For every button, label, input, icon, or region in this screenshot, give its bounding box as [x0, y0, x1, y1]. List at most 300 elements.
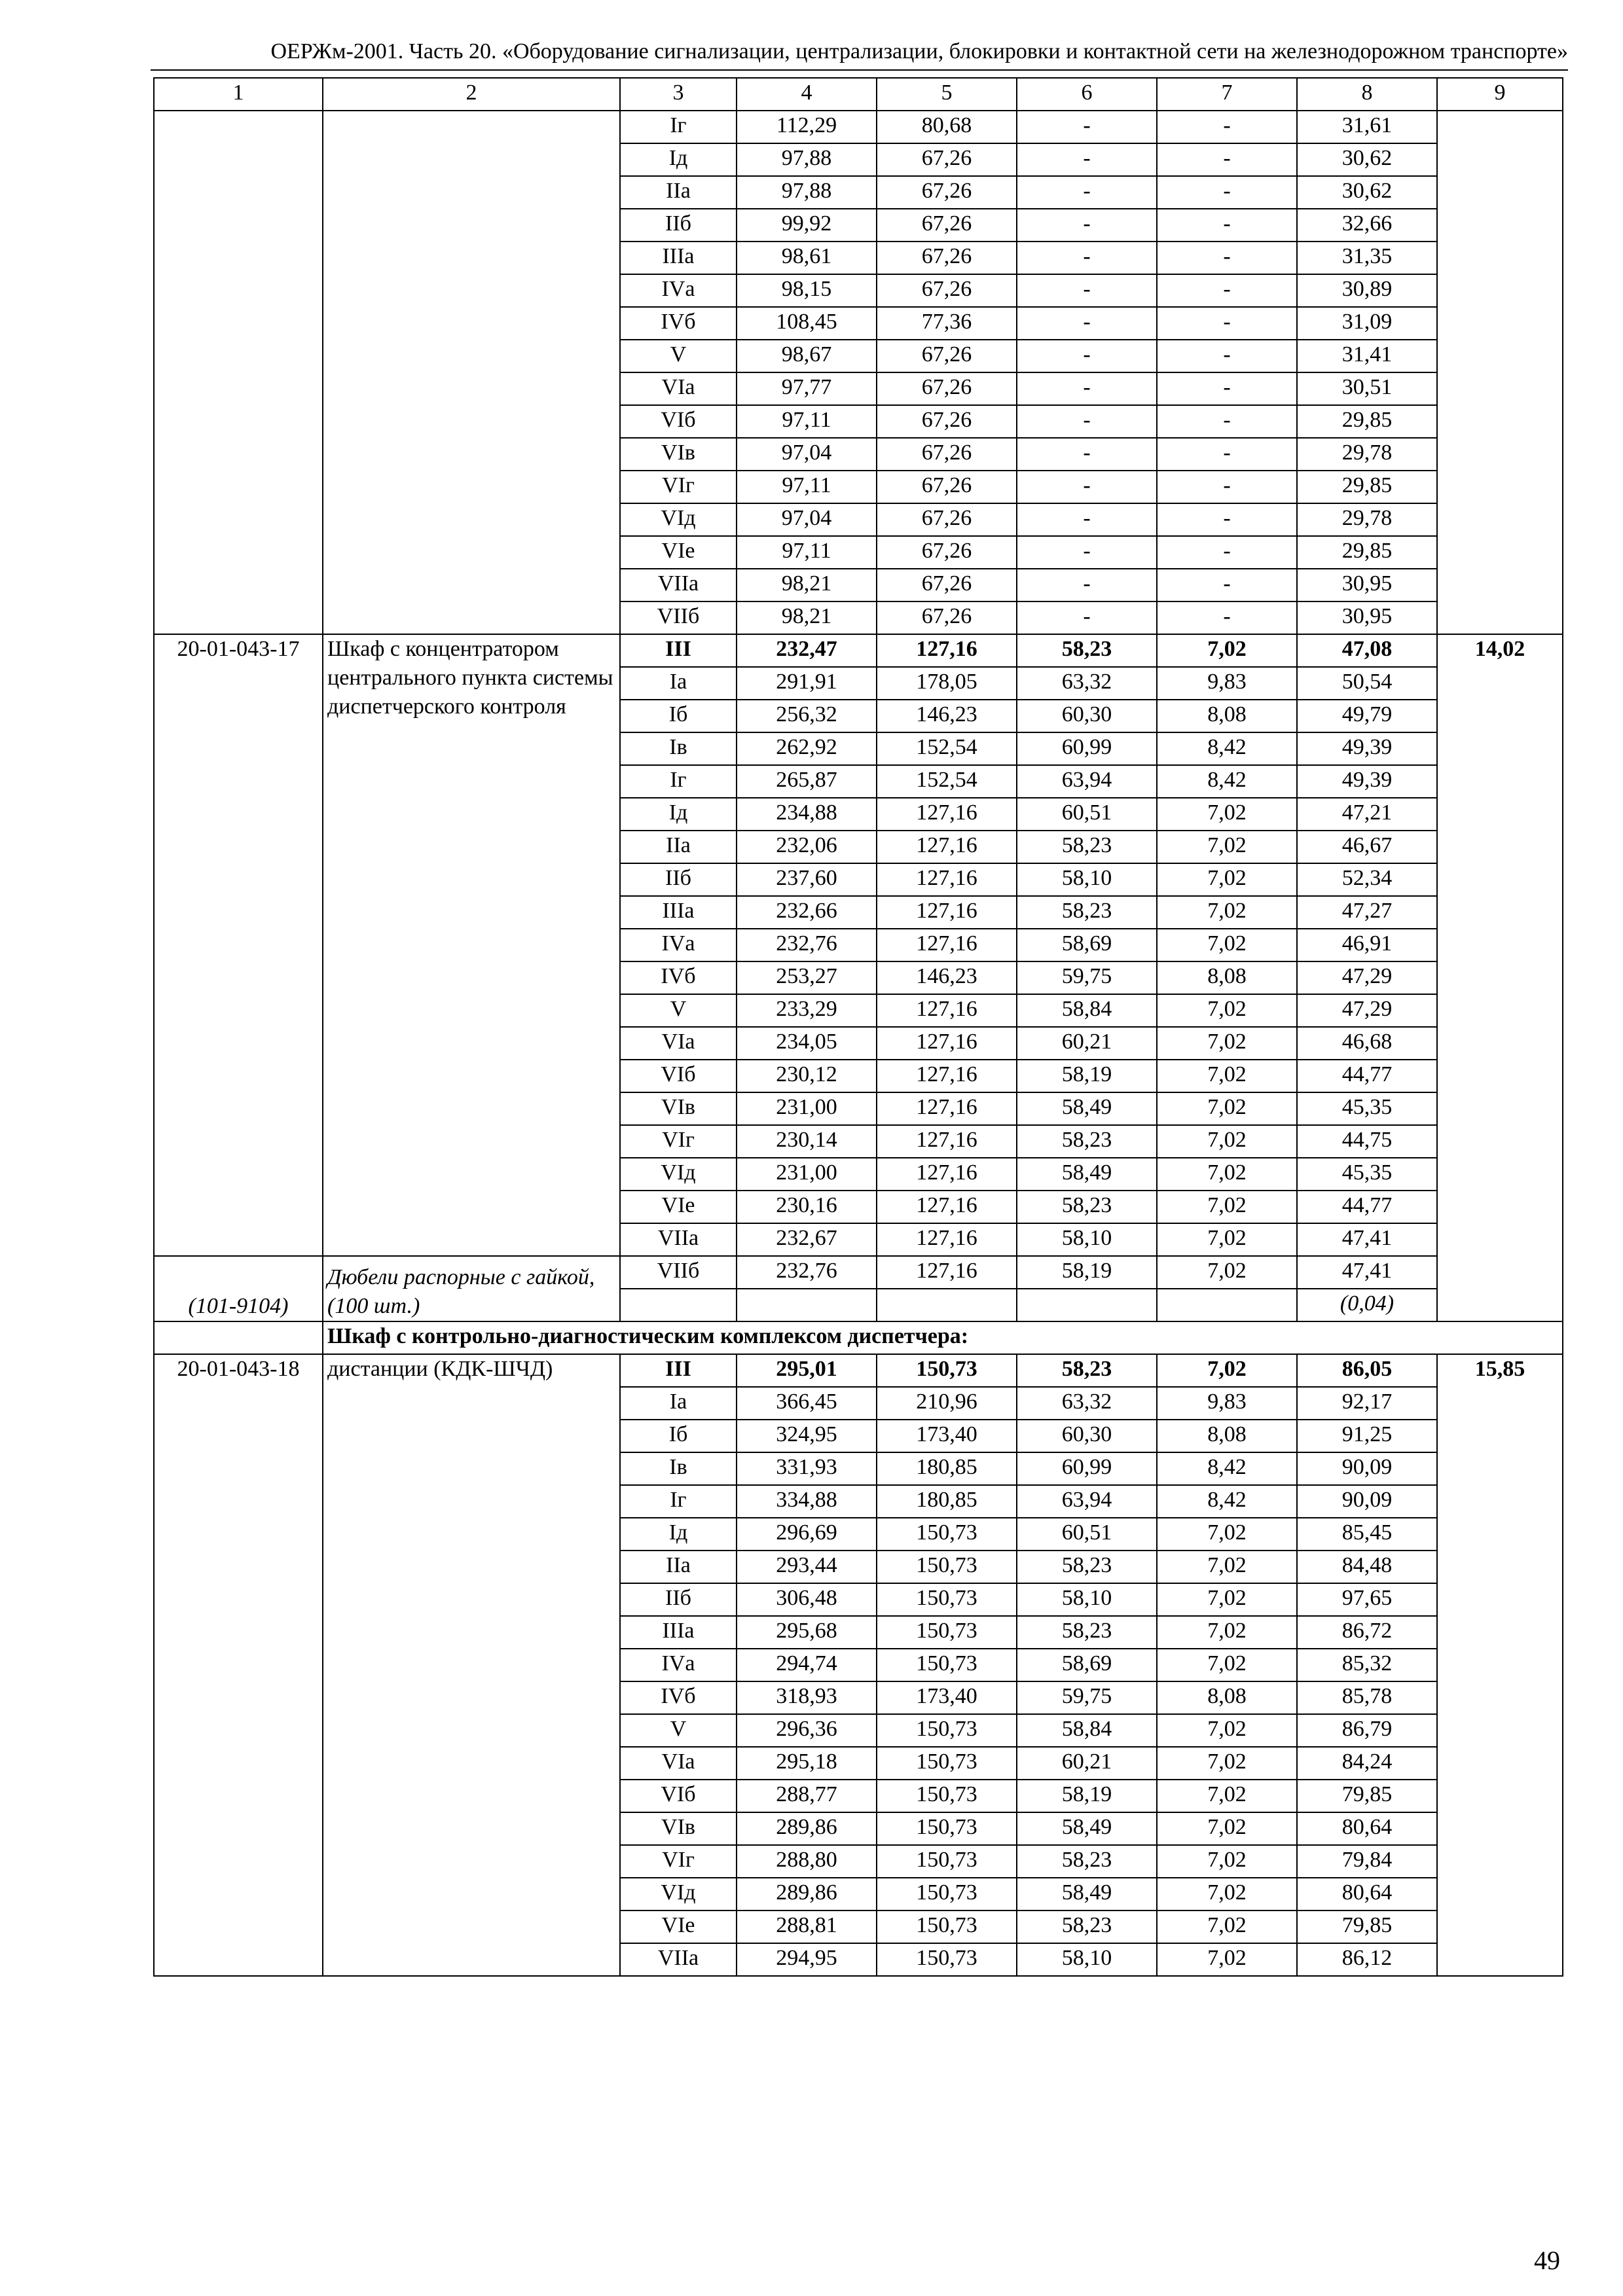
zone-cell: IVб [620, 961, 737, 994]
machinist-wage-cell: 7,02 [1157, 831, 1297, 863]
wage-cell: 150,73 [877, 1845, 1017, 1878]
zone-cell: VIе [620, 536, 737, 569]
zone-cell: Iг [620, 1485, 737, 1518]
machine-cost-cell: 58,84 [1017, 994, 1157, 1027]
footnote-value: (0,04) [1297, 1289, 1437, 1321]
zone-cell: VIг [620, 1845, 737, 1878]
machine-cost-cell: 63,94 [1017, 765, 1157, 798]
machinist-wage-cell: 7,02 [1157, 929, 1297, 961]
zone-cell: VIIб [620, 1256, 737, 1289]
machinist-wage-cell: 7,02 [1157, 1092, 1297, 1125]
labor-cost-cell: 15,85 [1437, 1354, 1563, 1976]
machinist-wage-cell: 9,83 [1157, 667, 1297, 700]
machinist-wage-cell: - [1157, 405, 1297, 438]
wage-cell: 67,26 [877, 340, 1017, 372]
zone-cell: VIIа [620, 1943, 737, 1976]
wage-cell: 150,73 [877, 1943, 1017, 1976]
zone-cell: VIб [620, 1780, 737, 1812]
zone-cell: Iв [620, 1452, 737, 1485]
total-cost-cell: 97,11 [737, 405, 877, 438]
wage-cell: 67,26 [877, 242, 1017, 274]
machine-cost-cell: 58,69 [1017, 929, 1157, 961]
total-cost-cell: 98,21 [737, 569, 877, 601]
material-cost-cell: 45,35 [1297, 1158, 1437, 1191]
material-cost-cell: 91,25 [1297, 1420, 1437, 1452]
machinist-wage-cell: - [1157, 209, 1297, 242]
machine-cost-cell: 58,49 [1017, 1158, 1157, 1191]
total-cost-cell: 291,91 [737, 667, 877, 700]
page-header: ОЕРЖм-2001. Часть 20. «Оборудование сигнализации, централизации, блокировки и контактной сети на железнодорожном транспорте» [151, 37, 1568, 71]
machine-cost-cell: 58,49 [1017, 1878, 1157, 1910]
wage-cell: 150,73 [877, 1518, 1017, 1551]
total-cost-cell: 232,76 [737, 929, 877, 961]
material-cost-cell: 30,62 [1297, 143, 1437, 176]
machinist-wage-cell: 9,83 [1157, 1387, 1297, 1420]
machinist-wage-cell: - [1157, 143, 1297, 176]
machinist-wage-cell: 7,02 [1157, 1780, 1297, 1812]
total-cost-cell: 306,48 [737, 1583, 877, 1616]
wage-cell: 127,16 [877, 1027, 1017, 1060]
machine-cost-cell: 58,49 [1017, 1812, 1157, 1845]
total-cost-cell: 334,88 [737, 1485, 877, 1518]
wage-cell: 67,26 [877, 274, 1017, 307]
material-cost-cell: 49,79 [1297, 700, 1437, 732]
machine-cost-cell: 60,30 [1017, 1420, 1157, 1452]
wage-cell: 67,26 [877, 569, 1017, 601]
zone-cell: IIб [620, 1583, 737, 1616]
zone-cell: VIIа [620, 1223, 737, 1256]
total-cost-cell: 232,76 [737, 1256, 877, 1289]
wage-cell: 150,73 [877, 1616, 1017, 1649]
zone-cell: VIг [620, 471, 737, 503]
total-cost-cell: 98,67 [737, 340, 877, 372]
wage-cell: 127,16 [877, 994, 1017, 1027]
machine-cost-cell: 60,21 [1017, 1027, 1157, 1060]
machine-cost-cell: 60,30 [1017, 700, 1157, 732]
machinist-wage-cell: 7,02 [1157, 1223, 1297, 1256]
total-cost-cell: 237,60 [737, 863, 877, 896]
machine-cost-cell: - [1017, 111, 1157, 143]
col-number: 9 [1437, 78, 1563, 111]
material-cost-cell: 44,77 [1297, 1060, 1437, 1092]
machine-cost-cell: 58,23 [1017, 1551, 1157, 1583]
total-cost-cell: 262,92 [737, 732, 877, 765]
total-cost-cell: 296,36 [737, 1714, 877, 1747]
machinist-wage-cell: 7,02 [1157, 1910, 1297, 1943]
machine-cost-cell: 58,69 [1017, 1649, 1157, 1681]
wage-cell: 127,16 [877, 1256, 1017, 1289]
machine-cost-cell: - [1017, 340, 1157, 372]
machine-cost-cell: - [1017, 274, 1157, 307]
total-cost-cell: 289,86 [737, 1878, 877, 1910]
zone-cell: VIе [620, 1191, 737, 1223]
wage-cell: 127,16 [877, 929, 1017, 961]
zone-cell: Iа [620, 667, 737, 700]
zone-cell: IVа [620, 929, 737, 961]
machinist-wage-cell: 7,02 [1157, 1191, 1297, 1223]
total-cost-cell: 98,15 [737, 274, 877, 307]
zone-cell: IIб [620, 863, 737, 896]
wage-cell: 67,26 [877, 209, 1017, 242]
zone-cell: Iд [620, 798, 737, 831]
material-cost-cell: 32,66 [1297, 209, 1437, 242]
machinist-wage-cell: 7,02 [1157, 1878, 1297, 1910]
material-cost-cell: 29,85 [1297, 405, 1437, 438]
machine-cost-cell: 58,23 [1017, 831, 1157, 863]
total-cost-cell: 112,29 [737, 111, 877, 143]
machine-cost-cell: - [1017, 438, 1157, 471]
machine-cost-cell: 58,23 [1017, 1125, 1157, 1158]
col-number: 6 [1017, 78, 1157, 111]
empty-cell [1017, 1289, 1157, 1321]
machine-cost-cell: 58,49 [1017, 1092, 1157, 1125]
material-cost-cell: 31,61 [1297, 111, 1437, 143]
material-cost-cell: 47,29 [1297, 961, 1437, 994]
machinist-wage-cell: 7,02 [1157, 1256, 1297, 1289]
material-cost-cell: 31,41 [1297, 340, 1437, 372]
material-cost-cell: 30,51 [1297, 372, 1437, 405]
machinist-wage-cell: 7,02 [1157, 1551, 1297, 1583]
labor-cost-empty [1437, 111, 1563, 634]
material-cost-cell: 44,77 [1297, 1191, 1437, 1223]
material-cost-cell: 29,78 [1297, 503, 1437, 536]
machine-cost-cell: 58,23 [1017, 634, 1157, 667]
machinist-wage-cell: 7,02 [1157, 994, 1297, 1027]
machine-cost-cell: - [1017, 601, 1157, 634]
machine-cost-cell: 58,23 [1017, 1354, 1157, 1387]
total-cost-cell: 295,68 [737, 1616, 877, 1649]
zone-cell: III [620, 634, 737, 667]
table-body [154, 111, 1563, 1976]
zone-cell: IIа [620, 831, 737, 863]
wage-cell: 150,73 [877, 1878, 1017, 1910]
total-cost-cell: 97,11 [737, 536, 877, 569]
material-cost-cell: 84,24 [1297, 1747, 1437, 1780]
material-cost-cell: 49,39 [1297, 732, 1437, 765]
wage-cell: 67,26 [877, 601, 1017, 634]
material-cost-cell: 86,79 [1297, 1714, 1437, 1747]
wage-cell: 127,16 [877, 798, 1017, 831]
wage-cell: 150,73 [877, 1354, 1017, 1387]
wage-cell: 150,73 [877, 1649, 1017, 1681]
section-empty-cell [154, 1321, 323, 1354]
wage-cell: 67,26 [877, 143, 1017, 176]
machine-cost-cell: 58,10 [1017, 863, 1157, 896]
zone-cell: VIв [620, 438, 737, 471]
col-number: 8 [1297, 78, 1437, 111]
total-cost-cell: 230,14 [737, 1125, 877, 1158]
zone-cell: IVб [620, 307, 737, 340]
footnote-name: Дюбели распорные с гайкой, (100 шт.) [323, 1256, 620, 1321]
machinist-wage-cell: - [1157, 274, 1297, 307]
machine-cost-cell: - [1017, 405, 1157, 438]
material-cost-cell: 84,48 [1297, 1551, 1437, 1583]
wage-cell: 67,26 [877, 438, 1017, 471]
wage-cell: 152,54 [877, 765, 1017, 798]
material-cost-cell: 47,41 [1297, 1256, 1437, 1289]
material-cost-cell: 79,85 [1297, 1780, 1437, 1812]
zone-cell: VIд [620, 503, 737, 536]
machinist-wage-cell: 8,42 [1157, 1485, 1297, 1518]
material-cost-cell: 52,34 [1297, 863, 1437, 896]
total-cost-cell: 230,12 [737, 1060, 877, 1092]
rates-table [153, 77, 1563, 1977]
machine-cost-cell: 63,32 [1017, 1387, 1157, 1420]
machine-cost-cell: 60,99 [1017, 1452, 1157, 1485]
machinist-wage-cell: 7,02 [1157, 1943, 1297, 1976]
machine-cost-cell: 58,23 [1017, 1616, 1157, 1649]
total-cost-cell: 288,81 [737, 1910, 877, 1943]
material-cost-cell: 46,67 [1297, 831, 1437, 863]
material-cost-cell: 47,29 [1297, 994, 1437, 1027]
total-cost-cell: 294,74 [737, 1649, 877, 1681]
machinist-wage-cell: 7,02 [1157, 1583, 1297, 1616]
material-cost-cell: 50,54 [1297, 667, 1437, 700]
wage-cell: 127,16 [877, 634, 1017, 667]
wage-cell: 180,85 [877, 1452, 1017, 1485]
total-cost-cell: 288,80 [737, 1845, 877, 1878]
material-cost-cell: 49,39 [1297, 765, 1437, 798]
machinist-wage-cell: - [1157, 471, 1297, 503]
machine-cost-cell: 58,19 [1017, 1256, 1157, 1289]
material-cost-cell: 30,95 [1297, 601, 1437, 634]
machine-cost-cell: 59,75 [1017, 1681, 1157, 1714]
wage-cell: 127,16 [877, 1092, 1017, 1125]
wage-cell: 80,68 [877, 111, 1017, 143]
machine-cost-cell: 60,51 [1017, 798, 1157, 831]
machinist-wage-cell: - [1157, 242, 1297, 274]
machinist-wage-cell: 7,02 [1157, 863, 1297, 896]
total-cost-cell: 232,67 [737, 1223, 877, 1256]
machine-cost-cell: - [1017, 176, 1157, 209]
wage-cell: 67,26 [877, 405, 1017, 438]
table-row [154, 1354, 1563, 1387]
wage-cell: 150,73 [877, 1780, 1017, 1812]
machinist-wage-cell: 7,02 [1157, 1714, 1297, 1747]
total-cost-cell: 230,16 [737, 1191, 877, 1223]
machinist-wage-cell: 7,02 [1157, 1060, 1297, 1092]
machine-cost-cell: 58,19 [1017, 1780, 1157, 1812]
machine-cost-cell: 58,19 [1017, 1060, 1157, 1092]
wage-cell: 173,40 [877, 1681, 1017, 1714]
total-cost-cell: 295,18 [737, 1747, 877, 1780]
machinist-wage-cell: 8,08 [1157, 1681, 1297, 1714]
zone-cell: VIIб [620, 601, 737, 634]
zone-cell: VIд [620, 1878, 737, 1910]
machine-cost-cell: - [1017, 471, 1157, 503]
material-cost-cell: 44,75 [1297, 1125, 1437, 1158]
col-number: 2 [323, 78, 620, 111]
machine-cost-cell: - [1017, 536, 1157, 569]
total-cost-cell: 256,32 [737, 700, 877, 732]
zone-cell: VIв [620, 1092, 737, 1125]
total-cost-cell: 97,04 [737, 503, 877, 536]
zone-cell: VIб [620, 1060, 737, 1092]
machinist-wage-cell: - [1157, 601, 1297, 634]
wage-cell: 152,54 [877, 732, 1017, 765]
material-cost-cell: 92,17 [1297, 1387, 1437, 1420]
machine-cost-cell: 58,10 [1017, 1943, 1157, 1976]
material-cost-cell: 80,64 [1297, 1812, 1437, 1845]
machine-cost-cell: 58,23 [1017, 1910, 1157, 1943]
wage-cell: 67,26 [877, 176, 1017, 209]
table-row [154, 634, 1563, 667]
machinist-wage-cell: - [1157, 438, 1297, 471]
col-number: 4 [737, 78, 877, 111]
machinist-wage-cell: 7,02 [1157, 1027, 1297, 1060]
zone-cell: Iв [620, 732, 737, 765]
zone-cell: IIIа [620, 242, 737, 274]
machine-cost-cell: 58,10 [1017, 1583, 1157, 1616]
machine-cost-cell: 60,51 [1017, 1518, 1157, 1551]
machine-cost-cell: - [1017, 503, 1157, 536]
material-cost-cell: 30,95 [1297, 569, 1437, 601]
material-cost-cell: 31,35 [1297, 242, 1437, 274]
material-cost-cell: 47,27 [1297, 896, 1437, 929]
zone-cell: Iг [620, 111, 737, 143]
rate-code: 20-01-043-17 [154, 634, 323, 1256]
material-cost-cell: 47,21 [1297, 798, 1437, 831]
machine-cost-cell: 63,94 [1017, 1485, 1157, 1518]
wage-cell: 150,73 [877, 1910, 1017, 1943]
total-cost-cell: 97,88 [737, 176, 877, 209]
total-cost-cell: 97,04 [737, 438, 877, 471]
material-cost-cell: 47,41 [1297, 1223, 1437, 1256]
wage-cell: 77,36 [877, 307, 1017, 340]
section-title: Шкаф с контрольно-диагностическим комплексом диспетчера: [323, 1321, 1563, 1354]
wage-cell: 67,26 [877, 471, 1017, 503]
zone-cell: IIб [620, 209, 737, 242]
machine-cost-cell: 58,23 [1017, 1845, 1157, 1878]
machine-cost-cell: 58,23 [1017, 896, 1157, 929]
total-cost-cell: 234,88 [737, 798, 877, 831]
total-cost-cell: 296,69 [737, 1518, 877, 1551]
total-cost-cell: 98,61 [737, 242, 877, 274]
machinist-wage-cell: - [1157, 536, 1297, 569]
material-cost-cell: 85,45 [1297, 1518, 1437, 1551]
machinist-wage-cell: 7,02 [1157, 896, 1297, 929]
total-cost-cell: 331,93 [737, 1452, 877, 1485]
zone-cell: VIа [620, 1027, 737, 1060]
machinist-wage-cell: 8,42 [1157, 765, 1297, 798]
rate-name-empty [323, 111, 620, 634]
zone-cell: VIа [620, 1747, 737, 1780]
material-cost-cell: 30,89 [1297, 274, 1437, 307]
material-cost-cell: 29,85 [1297, 536, 1437, 569]
total-cost-cell: 231,00 [737, 1092, 877, 1125]
rate-code: 20-01-043-18 [154, 1354, 323, 1976]
total-cost-cell: 289,86 [737, 1812, 877, 1845]
zone-cell: VIIа [620, 569, 737, 601]
total-cost-cell: 232,66 [737, 896, 877, 929]
zone-cell: VIг [620, 1125, 737, 1158]
zone-cell: Iб [620, 1420, 737, 1452]
wage-cell: 150,73 [877, 1551, 1017, 1583]
machine-cost-cell: 63,32 [1017, 667, 1157, 700]
machine-cost-cell: 58,10 [1017, 1223, 1157, 1256]
material-cost-cell: 79,84 [1297, 1845, 1437, 1878]
wage-cell: 127,16 [877, 831, 1017, 863]
total-cost-cell: 253,27 [737, 961, 877, 994]
zone-cell: VIе [620, 1910, 737, 1943]
zone-cell: Iб [620, 700, 737, 732]
zone-cell: V [620, 340, 737, 372]
empty-cell [877, 1289, 1017, 1321]
wage-cell: 146,23 [877, 961, 1017, 994]
total-cost-cell: 294,95 [737, 1943, 877, 1976]
machine-cost-cell: - [1017, 569, 1157, 601]
total-cost-cell: 98,21 [737, 601, 877, 634]
machine-cost-cell: 58,23 [1017, 1191, 1157, 1223]
machinist-wage-cell: 8,08 [1157, 961, 1297, 994]
machine-cost-cell: - [1017, 307, 1157, 340]
zone-cell: IIIа [620, 896, 737, 929]
machinist-wage-cell: - [1157, 569, 1297, 601]
total-cost-cell: 295,01 [737, 1354, 877, 1387]
wage-cell: 127,16 [877, 896, 1017, 929]
machinist-wage-cell: 8,42 [1157, 732, 1297, 765]
wage-cell: 67,26 [877, 536, 1017, 569]
material-cost-cell: 90,09 [1297, 1485, 1437, 1518]
material-cost-cell: 46,91 [1297, 929, 1437, 961]
machinist-wage-cell: 7,02 [1157, 1158, 1297, 1191]
wage-cell: 178,05 [877, 667, 1017, 700]
wage-cell: 127,16 [877, 1158, 1017, 1191]
material-cost-cell: 80,64 [1297, 1878, 1437, 1910]
col-number: 1 [154, 78, 323, 111]
machine-cost-cell: 60,99 [1017, 732, 1157, 765]
total-cost-cell: 324,95 [737, 1420, 877, 1452]
total-cost-cell: 293,44 [737, 1551, 877, 1583]
material-cost-cell: 46,68 [1297, 1027, 1437, 1060]
column-number-row [154, 78, 1563, 111]
empty-cell [737, 1289, 877, 1321]
total-cost-cell: 288,77 [737, 1780, 877, 1812]
zone-cell: Iг [620, 765, 737, 798]
zone-cell: VIд [620, 1158, 737, 1191]
material-cost-cell: 90,09 [1297, 1452, 1437, 1485]
wage-cell: 67,26 [877, 503, 1017, 536]
machinist-wage-cell: - [1157, 111, 1297, 143]
page-number: 49 [1534, 2246, 1560, 2275]
total-cost-cell: 318,93 [737, 1681, 877, 1714]
machinist-wage-cell: 8,42 [1157, 1452, 1297, 1485]
footnote-code: (101-9104) [154, 1256, 323, 1321]
machinist-wage-cell: 7,02 [1157, 1845, 1297, 1878]
machine-cost-cell: - [1017, 372, 1157, 405]
material-cost-cell: 30,62 [1297, 176, 1437, 209]
machinist-wage-cell: 7,02 [1157, 1354, 1297, 1387]
zone-cell: IIIа [620, 1616, 737, 1649]
material-cost-cell: 97,65 [1297, 1583, 1437, 1616]
wage-cell: 210,96 [877, 1387, 1017, 1420]
zone-cell: V [620, 994, 737, 1027]
machinist-wage-cell: 8,08 [1157, 700, 1297, 732]
zone-cell: IIа [620, 1551, 737, 1583]
zone-cell: IVа [620, 274, 737, 307]
total-cost-cell: 97,88 [737, 143, 877, 176]
wage-cell: 127,16 [877, 863, 1017, 896]
zone-cell: IIа [620, 176, 737, 209]
wage-cell: 127,16 [877, 1060, 1017, 1092]
wage-cell: 173,40 [877, 1420, 1017, 1452]
material-cost-cell: 86,12 [1297, 1943, 1437, 1976]
machinist-wage-cell: - [1157, 176, 1297, 209]
total-cost-cell: 232,06 [737, 831, 877, 863]
zone-cell: V [620, 1714, 737, 1747]
wage-cell: 150,73 [877, 1747, 1017, 1780]
machinist-wage-cell: 7,02 [1157, 1125, 1297, 1158]
